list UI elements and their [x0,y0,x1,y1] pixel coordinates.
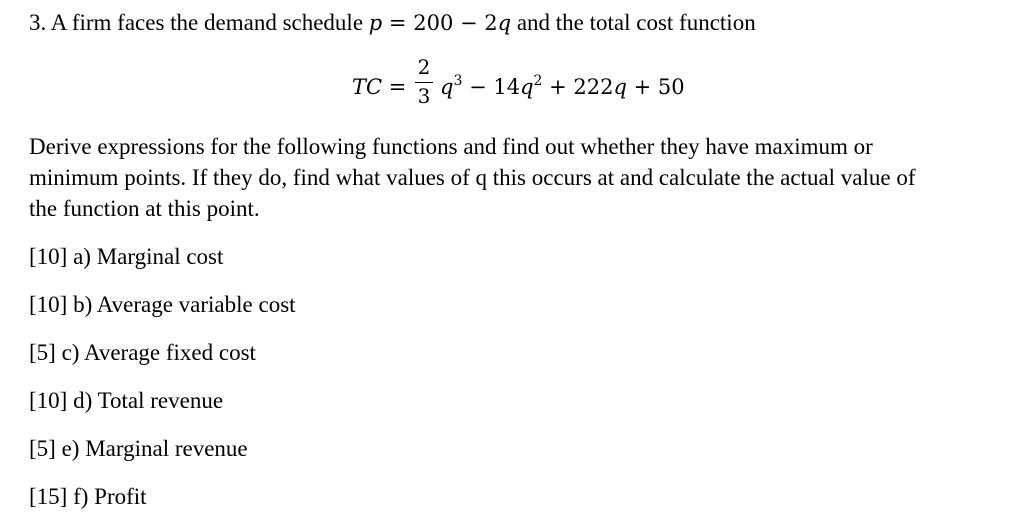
tc-lhs: TC [352,75,383,99]
part-a [29,244,223,270]
term2-exp: 2 [533,73,543,89]
term3-coef: + 222 [549,75,614,99]
term2-var: q [520,75,534,99]
part-text: Marginal revenue [85,436,248,461]
part-marks: [15] [29,484,68,509]
part-f [29,484,147,510]
part-text: Average fixed cost [83,340,256,365]
instruction-line-3: the function at this point. [29,196,260,221]
term4: + 50 [633,75,685,99]
part-marks: [5] [29,340,56,365]
term3-var: q [613,75,627,99]
part-text: Total revenue [97,388,224,413]
part-label: f) [73,484,89,509]
fraction-denominator: 3 [417,84,431,108]
part-marks: [10] [29,292,68,317]
term1-exp: 3 [453,73,463,89]
demand-equation [369,11,511,35]
part-e [29,436,248,462]
part-label: e) [61,436,80,461]
term1-var: q [440,75,454,99]
demand-var: q [497,11,512,35]
question-intro: A firm faces the demand schedule [50,10,364,35]
question-header [29,10,756,36]
question-number: 3. [29,10,47,35]
tc-fraction [413,56,435,109]
part-marks: [5] [29,436,56,461]
part-text: Marginal cost [96,244,224,269]
tc-equation [0,56,1024,116]
part-c [29,340,256,366]
tc-equals: = [388,75,407,99]
part-label: c) [61,340,80,365]
part-text: Profit [94,484,147,509]
demand-rhs: 200 − 2 [413,11,498,35]
part-b [29,292,296,318]
instruction-line-2: minimum points. If they do, find what values of q this occurs at and calculate the actual value of [29,165,916,190]
demand-lhs: p [368,11,383,35]
part-marks: [10] [29,388,68,413]
part-d [29,388,223,414]
part-label: b) [73,292,93,317]
demand-equals: = [388,11,407,35]
question-connector: and the total cost function [516,10,756,35]
term2-coef: − 14 [469,75,521,99]
fraction-numerator: 2 [417,55,431,79]
instruction-line-1: Derive expressions for the following functions and find out whether they have maximum or [29,134,873,159]
part-label: d) [73,388,93,413]
part-label: a) [73,244,91,269]
fraction-bar [415,82,433,83]
part-marks: [10] [29,244,68,269]
part-text: Average variable cost [96,292,296,317]
